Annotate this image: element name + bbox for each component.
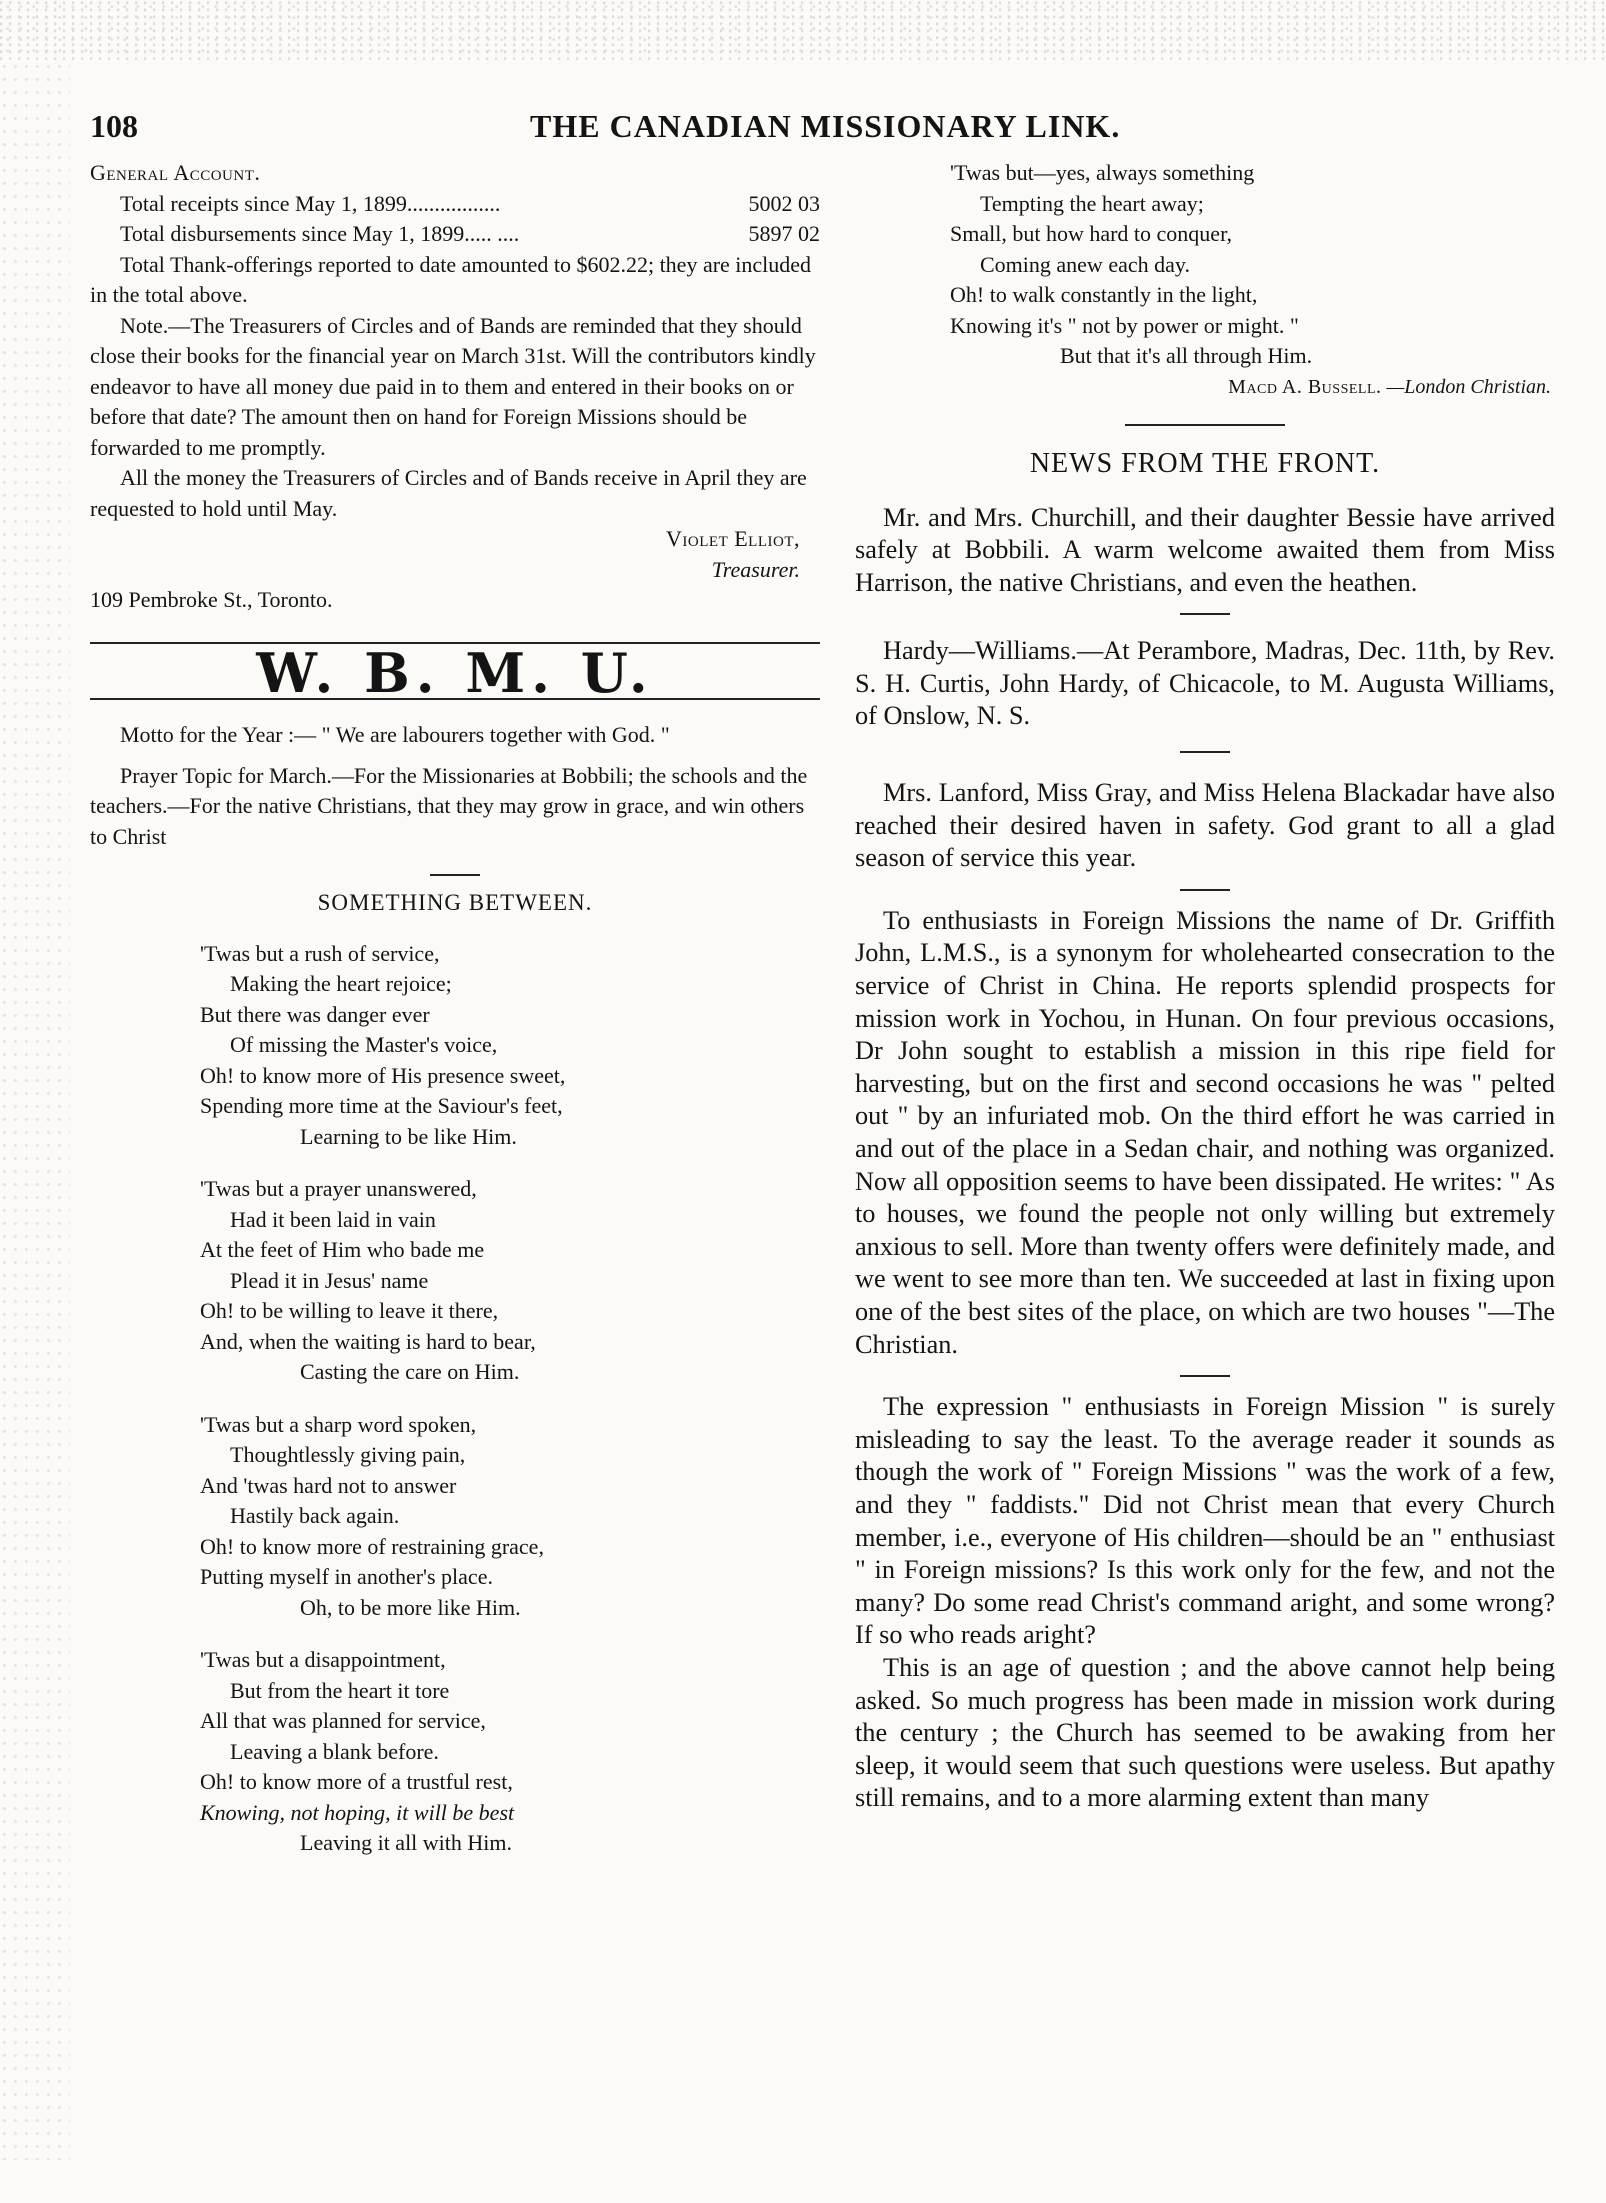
poem-line: But that it's all through Him. xyxy=(1060,343,1313,368)
right-column xyxy=(855,158,1555,1815)
poem-stanza xyxy=(200,1410,820,1624)
editorial-paragraph-1: The expression " enthusiasts in Foreign Mission " is surely misleading to say the least. To the average reader it sounds as though the work of " Foreign Missions " was the work of a few, and they " faddists." Did not Christ mean that every Church member, i.e., everyone of His children—should be an " enthusiast " in Foreign missions? Is this work only for the few, and not the many? Do some read Christ's command aright, and some wrong? If so who reads aright? xyxy=(855,1392,1555,1650)
divider-rule xyxy=(1125,424,1285,426)
short-rule xyxy=(1180,751,1230,753)
short-rule xyxy=(1180,889,1230,891)
signature-role: Treasurer. xyxy=(711,556,800,582)
poem-stanza xyxy=(200,939,820,1153)
spacer xyxy=(90,751,820,761)
general-account-heading: General Account. xyxy=(90,160,261,185)
poem-source: —London Christian. xyxy=(1386,375,1551,398)
news-item-churchill: Mr. and Mrs. Churchill, and their daughter Bessie have arrived safely at Bobbili. A warm welcome awaited them from Miss Harrison, the native Christians, and even the heathen. xyxy=(855,502,1555,597)
poem-line: Oh, to be more like Him. xyxy=(300,1594,521,1620)
page-number: 108 xyxy=(90,108,138,144)
receipts-label: Total receipts since May 1, 1899................. xyxy=(120,190,501,216)
news-heading: NEWS FROM THE FRONT. xyxy=(1029,447,1381,479)
poem-line: Knowing it's " not by power or might. " xyxy=(950,312,1299,338)
poem-line: Oh! to know more of restraining grace, xyxy=(200,1533,544,1559)
treasurer-note: Note.—The Treasurers of Circles and of Bands are reminded that they should close their books for the financial year on March 31st. Will the contributors kindly endeavor to have all money due paid in to them and entered in their books on or before that date? The amount then on hand for Foreign Missions should be forwarded to me promptly. xyxy=(90,312,816,460)
poem-line: 'Twas but a sharp word spoken, xyxy=(200,1411,477,1437)
poem-line: Thoughtlessly giving pain, xyxy=(230,1442,466,1467)
news-item-marriage: Hardy—Williams.—At Perambore, Madras, Dec. 11th, by Rev. S. H. Curtis, John Hardy, of Chicacole, to M. Augusta Williams, of Onslow, N. S. xyxy=(855,636,1555,731)
scan-noise-left xyxy=(0,60,70,2160)
poem-line: But from the heart it tore xyxy=(230,1677,450,1703)
poem-stanza xyxy=(200,1174,820,1388)
scan-noise-top xyxy=(0,0,1606,60)
ledger-receipts xyxy=(90,189,820,220)
news-item-griffith-john: To enthusiasts in Foreign Missions the name of Dr. Griffith John, L.M.S., is a synonym for wholehearted consecration to the service of Christ in China. He reports splendid prospects for mission work in Yochou, in Hunan. On four previous occasions, Dr John sought to establish a mission in this ripe field for harvesting, but on the first and second occasions he was " pelted out " by an infuriated mob. On the third effort he was carried in and out of the place in a Sedan chair, and nothing was organized. Now all opposition seems to have been dissipated. He writes: " As to houses, we found the people not only willing but extremely anxious to sell. More than twenty offers were definitely made, and we went to see more than ten. We succeeded at last in fixing upon one of the best sites of the place, on which are two houses "—The Christian. xyxy=(855,905,1555,1359)
poem-line: Making the heart rejoice; xyxy=(230,971,452,996)
poem-line: 'Twas but a rush of service, xyxy=(200,940,440,966)
disbursements-amount: 5897 02 xyxy=(748,221,820,246)
poem-line: Oh! to know more of a trustful rest, xyxy=(200,1769,513,1794)
poem-attribution xyxy=(855,372,1555,402)
ledger-disbursements xyxy=(90,219,820,250)
poem-line: Oh! to be willing to leave it there, xyxy=(200,1298,499,1323)
poem-line: Oh! to know more of His presence sweet, xyxy=(200,1062,566,1088)
poem-line: At the feet of Him who bade me xyxy=(200,1237,485,1262)
running-title: THE CANADIAN MISSIONARY LINK. xyxy=(530,108,1121,144)
motto: Motto for the Year :— " We are labourers together with God. " xyxy=(120,722,670,747)
editorial-paragraph-2: This is an age of question ; and the above cannot help being asked. So much progress has been made in mission work during the century ; the Church has seemed to be awaking from her sleep, it would seem that such questions were useless. But apathy still remains, and to a more alarming extent than many xyxy=(855,1652,1555,1813)
poem-line: 'Twas but a prayer unanswered, xyxy=(200,1176,477,1201)
poem-line: Spending more time at the Saviour's feet, xyxy=(200,1093,563,1118)
poem-line: And 'twas hard not to answer xyxy=(200,1472,457,1498)
short-rule xyxy=(430,874,480,876)
thank-offerings: Total Thank-offerings reported to date amounted to $602.22; they are included in the total above. xyxy=(90,251,812,307)
short-rule xyxy=(1180,613,1230,615)
poem-line: Of missing the Master's voice, xyxy=(230,1032,498,1057)
poem-line: And, when the waiting is hard to bear, xyxy=(200,1328,536,1354)
poem-author: Macd A. Bussell. xyxy=(1228,375,1382,398)
poem-line: Coming anew each day. xyxy=(980,251,1190,277)
poem-line: 'Twas but a disappointment, xyxy=(200,1647,446,1672)
poem-continuation xyxy=(950,158,1555,372)
poem-line: Putting myself in another's place. xyxy=(200,1564,493,1589)
poem-line: Casting the care on Him. xyxy=(300,1359,520,1384)
poem-line: Learning to be like Him. xyxy=(300,1123,517,1149)
poem-line: But there was danger ever xyxy=(200,1001,430,1027)
poem-line: Hastily back again. xyxy=(230,1503,400,1528)
signature-name: Violet Elliot, xyxy=(666,526,800,551)
poem-line: All that was planned for service, xyxy=(200,1708,486,1733)
disbursements-label: Total disbursements since May 1, 1899..... .... xyxy=(120,221,520,246)
section-heading: W. B. M. U. xyxy=(256,640,654,705)
prayer-topic: Prayer Topic for March.—For the Missionaries at Bobbili; the schools and the teachers.—For the native Christians, that they may grow in grace, and win others to Christ xyxy=(90,762,808,849)
poem-title: SOMETHING BETWEEN. xyxy=(317,890,593,915)
poem-line: Small, but how hard to conquer, xyxy=(950,221,1233,246)
poem-stanza xyxy=(200,1645,820,1859)
short-rule xyxy=(1180,1375,1230,1377)
receipts-amount: 5002 03 xyxy=(748,190,820,216)
news-item-arrivals: Mrs. Lanford, Miss Gray, and Miss Helena Blackadar have also reached their desired haven in safety. God grant to all a glad season of service this year. xyxy=(855,778,1555,873)
poem-line: Leaving it all with Him. xyxy=(300,1830,513,1855)
poem-line: Tempting the heart away; xyxy=(980,190,1204,216)
poem-line: Oh! to walk constantly in the light, xyxy=(950,282,1258,307)
all-money-note: All the money the Treasurers of Circles and of Bands receive in April they are requested to hold until May. xyxy=(90,465,807,521)
poem-line: Plead it in Jesus' name xyxy=(230,1267,429,1293)
poem-line: Leaving a blank before. xyxy=(230,1738,439,1764)
poem-line: Had it been laid in vain xyxy=(230,1206,436,1232)
page-header xyxy=(90,108,1550,154)
poem-line: 'Twas but—yes, always something xyxy=(950,160,1255,185)
poem-line: Knowing, not hoping, it will be best xyxy=(200,1799,515,1825)
address: 109 Pembroke St., Toronto. xyxy=(90,587,333,612)
left-column xyxy=(90,158,820,1881)
